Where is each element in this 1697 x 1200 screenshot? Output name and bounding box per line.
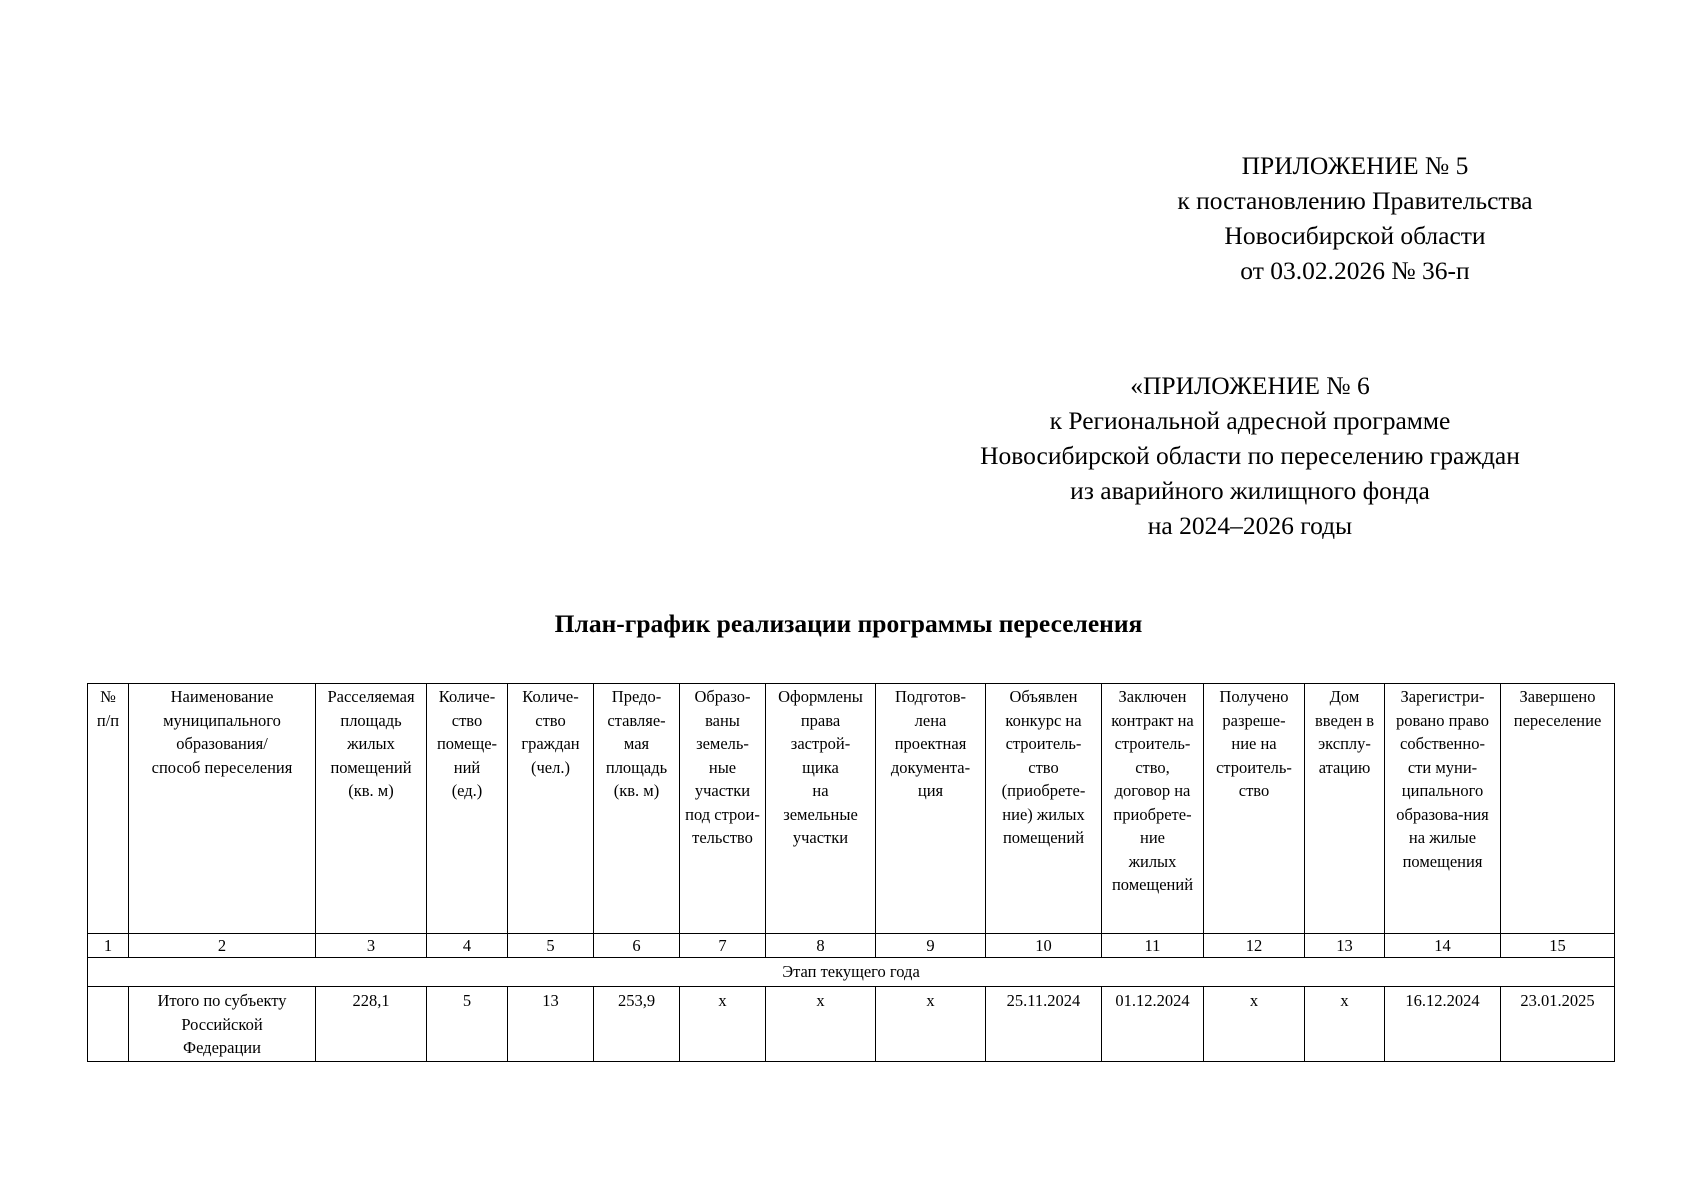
cell-text-line: ство xyxy=(535,710,566,730)
header-cell xyxy=(129,684,316,934)
cell-text-line: (приобрете- xyxy=(1001,781,1086,800)
cell-text-line: ципального xyxy=(1401,781,1484,800)
column-number-cell: 6 xyxy=(594,934,680,958)
cell-text-line: х xyxy=(718,991,727,1010)
cell-text-line: 25.11.2024 xyxy=(1006,991,1081,1010)
cell-text-line: Объявлен xyxy=(1009,687,1078,706)
cell-text-line: разреше- xyxy=(1222,710,1286,730)
table-cell xyxy=(766,987,876,1062)
cell-text-line: проектная xyxy=(894,734,967,753)
cell-text-line: площадь xyxy=(605,757,668,777)
cell-text-line: Подготов- xyxy=(894,687,966,706)
column-number-cell: 3 xyxy=(316,934,427,958)
appendix-5-line: к постановлению Правительства xyxy=(1177,186,1533,215)
table-cell xyxy=(986,987,1102,1062)
table-row xyxy=(88,987,1615,1062)
table-cell xyxy=(316,987,427,1062)
cell-text-line: (кв. м) xyxy=(348,781,394,800)
header-cell xyxy=(594,684,680,934)
appendix-6-line: к Региональной адресной программе xyxy=(1049,406,1451,435)
header-cell xyxy=(508,684,594,934)
cell-text-line: образования/ xyxy=(176,734,268,753)
cell-text-line: 228,1 xyxy=(352,991,390,1010)
column-number-cell: 10 xyxy=(986,934,1102,958)
cell-text-line: № xyxy=(100,687,116,706)
cell-text-line: 16.12.2024 xyxy=(1405,991,1480,1010)
cell-text-line: Федерации xyxy=(183,1038,261,1057)
appendix-5-line: ПРИЛОЖЕНИЕ № 5 xyxy=(1241,151,1469,180)
header-cell xyxy=(1385,684,1501,934)
cell-text-line: Дом xyxy=(1329,687,1360,706)
table-cell xyxy=(1305,987,1385,1062)
cell-text-line: помещения xyxy=(1402,851,1483,871)
cell-text-line: Российской xyxy=(181,1014,263,1034)
cell-text-line: земельные xyxy=(783,804,858,824)
cell-text-line: ство xyxy=(1028,757,1059,777)
cell-text-line: (чел.) xyxy=(531,757,570,777)
table-cell xyxy=(594,987,680,1062)
cell-text-line: жилых xyxy=(347,734,395,753)
cell-text-line: ние на xyxy=(1231,734,1277,753)
header-cell xyxy=(88,684,129,934)
cell-text-line: Образо- xyxy=(694,687,751,706)
cell-text-line: помещений xyxy=(1002,828,1085,847)
cell-text-line: строитель- xyxy=(1005,734,1082,753)
table-cell xyxy=(1501,987,1615,1062)
cell-text-line: строитель- xyxy=(1216,757,1292,777)
cell-text-line: Наименование xyxy=(170,687,274,706)
table-cell xyxy=(1204,987,1305,1062)
column-number-cell: 11 xyxy=(1102,934,1204,958)
cell-text-line: участки xyxy=(694,781,751,800)
cell-text-line: 01.12.2024 xyxy=(1115,991,1190,1010)
table-header-row xyxy=(88,684,1615,934)
appendix-5-line: Новосибирской области xyxy=(1224,221,1486,250)
table-cell xyxy=(876,987,986,1062)
cell-text-line: ние) жилых xyxy=(1002,804,1085,824)
cell-text-line: ство xyxy=(451,710,483,730)
appendix-6-line: «ПРИЛОЖЕНИЕ № 6 xyxy=(1130,371,1370,400)
cell-text-line: (ед.) xyxy=(451,781,483,800)
cell-text-line: мая xyxy=(623,734,650,753)
cell-text-line: способ переселения xyxy=(151,757,293,777)
cell-text-line: жилых xyxy=(1128,851,1177,871)
cell-text-line: строитель- xyxy=(1114,734,1191,753)
header-cell xyxy=(427,684,508,934)
cell-text-line: п/п xyxy=(96,710,120,730)
cell-text-line: сти муни- xyxy=(1407,757,1478,777)
cell-text-line: х xyxy=(1340,991,1349,1010)
cell-text-line: образова-ния xyxy=(1396,804,1489,824)
cell-text-line: 5 xyxy=(462,991,472,1010)
cell-text-line: ные xyxy=(708,757,737,777)
table-cell xyxy=(1102,987,1204,1062)
column-number-cell: 12 xyxy=(1204,934,1305,958)
column-number-cell: 15 xyxy=(1501,934,1615,958)
cell-text-line: ваны xyxy=(705,710,740,730)
cell-text-line: договор на xyxy=(1114,781,1191,800)
cell-text-line: 23.01.2025 xyxy=(1520,991,1595,1010)
cell-text-line: документа- xyxy=(890,757,971,777)
column-number-cell: 1 xyxy=(88,934,129,958)
cell-text-line: Количе- xyxy=(522,687,579,706)
header-cell xyxy=(1102,684,1204,934)
cell-text-line: на жилые xyxy=(1408,828,1477,847)
cell-text-line: ние xyxy=(1140,828,1165,847)
header-cell xyxy=(876,684,986,934)
cell-text-line: ство, xyxy=(1135,757,1170,777)
stage-label: Этап текущего года xyxy=(88,958,1615,987)
cell-text-line: ровано право xyxy=(1396,710,1489,730)
column-number-cell: 9 xyxy=(876,934,986,958)
cell-text-line: Зарегистри- xyxy=(1400,687,1485,706)
cell-text-line: Количе- xyxy=(438,687,496,706)
appendix-6-line: Новосибирской области по переселению граждан xyxy=(980,441,1520,470)
table-cell xyxy=(1385,987,1501,1062)
header-cell xyxy=(1501,684,1615,934)
appendix-6-line: из аварийного жилищного фонда xyxy=(1070,476,1430,505)
cell-text-line: ство xyxy=(1238,781,1270,800)
cell-text-line: ставляе- xyxy=(607,710,666,730)
cell-text-line: лена xyxy=(914,710,947,730)
stage-row xyxy=(88,958,1615,987)
cell-text-line: Завершено xyxy=(1519,687,1596,706)
header-cell xyxy=(986,684,1102,934)
cell-text-line: ний xyxy=(453,757,481,777)
plan-schedule-table xyxy=(87,683,1615,1062)
cell-text-line: Получено xyxy=(1219,687,1289,706)
cell-text-line: атацию xyxy=(1318,757,1371,777)
cell-text-line: Оформлены xyxy=(778,687,863,706)
cell-text-line: Итого по субъекту xyxy=(157,991,287,1010)
cell-text-line: площадь xyxy=(340,710,402,730)
cell-text-line: щика xyxy=(802,757,839,777)
appendix-6-header xyxy=(940,368,1560,543)
cell-text-line: 13 xyxy=(542,991,559,1010)
cell-text-line: собственно- xyxy=(1400,734,1485,753)
appendix-6-line: на 2024–2026 годы xyxy=(1147,511,1353,540)
header-cell xyxy=(680,684,766,934)
header-cell xyxy=(1204,684,1305,934)
column-number-row xyxy=(88,934,1615,958)
cell-text-line: под строи- xyxy=(685,804,760,824)
cell-text-line: ция xyxy=(917,781,944,800)
cell-text-line: Расселяемая xyxy=(327,687,415,706)
header-cell xyxy=(316,684,427,934)
cell-text-line: введен в xyxy=(1314,710,1375,730)
cell-text-line: конкурс на xyxy=(1005,710,1082,730)
appendix-5-line: от 03.02.2026 № 36-п xyxy=(1240,256,1470,285)
cell-text-line: права xyxy=(800,710,841,730)
column-number-cell: 7 xyxy=(680,934,766,958)
header-cell xyxy=(766,684,876,934)
cell-text-line: (кв. м) xyxy=(613,781,660,800)
column-number-cell: 8 xyxy=(766,934,876,958)
cell-text-line: на xyxy=(812,781,829,800)
cell-text-line: контракт на xyxy=(1111,710,1194,730)
table-cell xyxy=(427,987,508,1062)
document-title: План-график реализации программы переселения xyxy=(554,609,1143,638)
table-cell xyxy=(680,987,766,1062)
cell-text-line: х xyxy=(926,991,935,1010)
cell-text-line: муниципального xyxy=(163,710,281,730)
cell-text-line: застрой- xyxy=(790,734,851,753)
cell-text-line: приобрете- xyxy=(1113,804,1192,824)
cell-text-line: граждан xyxy=(521,734,580,753)
cell-text-line: участки xyxy=(792,828,849,847)
cell-text-line: переселение xyxy=(1513,710,1602,730)
appendix-5-header xyxy=(1160,148,1550,288)
column-number-cell: 14 xyxy=(1385,934,1501,958)
table-cell xyxy=(129,987,316,1062)
cell-text-line: х xyxy=(1249,991,1259,1010)
cell-text-line: тельство xyxy=(692,828,753,847)
cell-text-line: Предо- xyxy=(611,687,662,706)
cell-text-line: помещений xyxy=(330,757,412,777)
column-number-cell: 2 xyxy=(129,934,316,958)
cell-text-line: х xyxy=(816,991,825,1010)
cell-text-line: эксплу- xyxy=(1318,734,1371,753)
column-number-cell: 5 xyxy=(508,934,594,958)
cell-text-line: помеще- xyxy=(436,734,498,753)
table-cell xyxy=(88,987,129,1062)
cell-text-line: земель- xyxy=(696,734,749,753)
cell-text-line: 253,9 xyxy=(617,991,656,1010)
cell-text-line: помещений xyxy=(1111,875,1194,894)
cell-text-line: Заключен xyxy=(1118,687,1187,706)
column-number-cell: 13 xyxy=(1305,934,1385,958)
column-number-cell: 4 xyxy=(427,934,508,958)
header-cell xyxy=(1305,684,1385,934)
table-cell xyxy=(508,987,594,1062)
